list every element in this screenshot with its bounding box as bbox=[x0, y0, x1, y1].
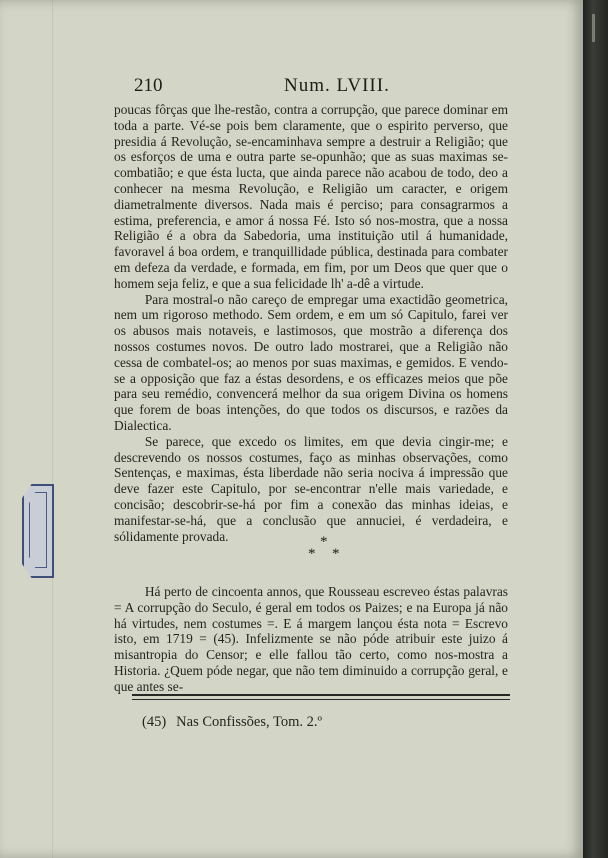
asterism-icon: * bbox=[308, 546, 316, 562]
paragraph: Se parece, que excedo os limites, em que devia cingir-me; e descrevendo os nossos costumes, faço as minhas observações, como Sentenças, e maximas, ésta liberdade não seria nociva á impressão que deve fazer este Capitulo, por se-encontrar n'elle mais variedade, e concisão; descobrir-se-há por fim a conexão das minhas ideias, e manifestar-se-há, que a conclusão que annuciei, é verdadeira, e sólidamente provada. bbox=[114, 433, 508, 544]
footnote-rule bbox=[132, 694, 510, 700]
footnote-text: Nas Confissões, Tom. 2.º bbox=[176, 714, 322, 730]
main-text-block bbox=[114, 102, 508, 544]
asterism-icon: * bbox=[332, 546, 340, 562]
page-number: 210 bbox=[134, 75, 163, 96]
stamp-border bbox=[29, 492, 47, 568]
running-title: Num. LVIII. bbox=[284, 75, 390, 96]
paragraph: Há perto de cincoenta annos, que Rousseau escreveo éstas palavras = A corrupção do Seculo, é geral em todos os Paizes; e na Europa já não há virtudes, nem costumes =. E á margem lançou ésta nota = Escrevo isto, em 1719 = (45). Infelizmente se não póde atribuir este juizo á misantropia do Censor; e elle fallou tão certo, como nos-mostra a Historia. ¿Quem póde negar, que não tem diminuido a corrupção geral, e que antes se- bbox=[114, 584, 508, 694]
gutter-line bbox=[52, 0, 53, 858]
page-edge bbox=[583, 0, 608, 858]
second-text-block bbox=[114, 584, 508, 695]
footnote-marker: (45) bbox=[142, 714, 167, 730]
footnote bbox=[142, 714, 322, 731]
paragraph: Para mostral-o não careço de empregar uma exactidão geometrica, nem um rigoroso methodo. Sem ordem, e em um só Capitulo, farei ver os abusos mais notaveis, e lastimosos, que mostrão a diferença dos nossos costumes novos. De outro lado mostrarei, que a Religião não cessa de combatel-os; ao menos por suas maximas, e gemidos. E vendo-se a opposição que faz a éstas desordens, e os efficazes meios que põe para seu remédio, convencerá melhor da sua origem Divina os homens que forem de boas intenções, do que todos os discursos, e razões da Dialectica. bbox=[114, 291, 508, 433]
section-separator bbox=[300, 534, 360, 564]
paragraph: poucas fôrças que lhe-restão, contra a corrupção, que parece dominar em toda a parte. Vé-se pois bem claramente, que o espirito perverso, que presidia á Revolução, se-encaminhava sempre a destruir a Religião; que os esforços de uma e outra parte se-opunhão; que as suas maximas se-combatião; e que ésta lucta, que ainda parece não acabou de todo, deo a conhecer na mesma Revolução, e Religião um caracter, e origem diametralmente diversos. Nada mais é perciso; para consagrarmos a estima, preferencia, e amor á nossa Fé. Isto só nos-mostra, que a nossa Religião é a obra da Sabedoria, uma instituição util á humanidade, favoravel á boa ordem, e tranquillidade pública, destinada para combater em defeza da verdade, e formada, em fim, por um Deos que quer que o homem seja feliz, e que a sua felicidade lh' a-dê a virtude. bbox=[114, 102, 508, 291]
asterism-icon: * bbox=[320, 534, 328, 550]
library-stamp-icon bbox=[22, 484, 54, 578]
edge-marker bbox=[592, 14, 595, 42]
page-header bbox=[134, 75, 506, 99]
